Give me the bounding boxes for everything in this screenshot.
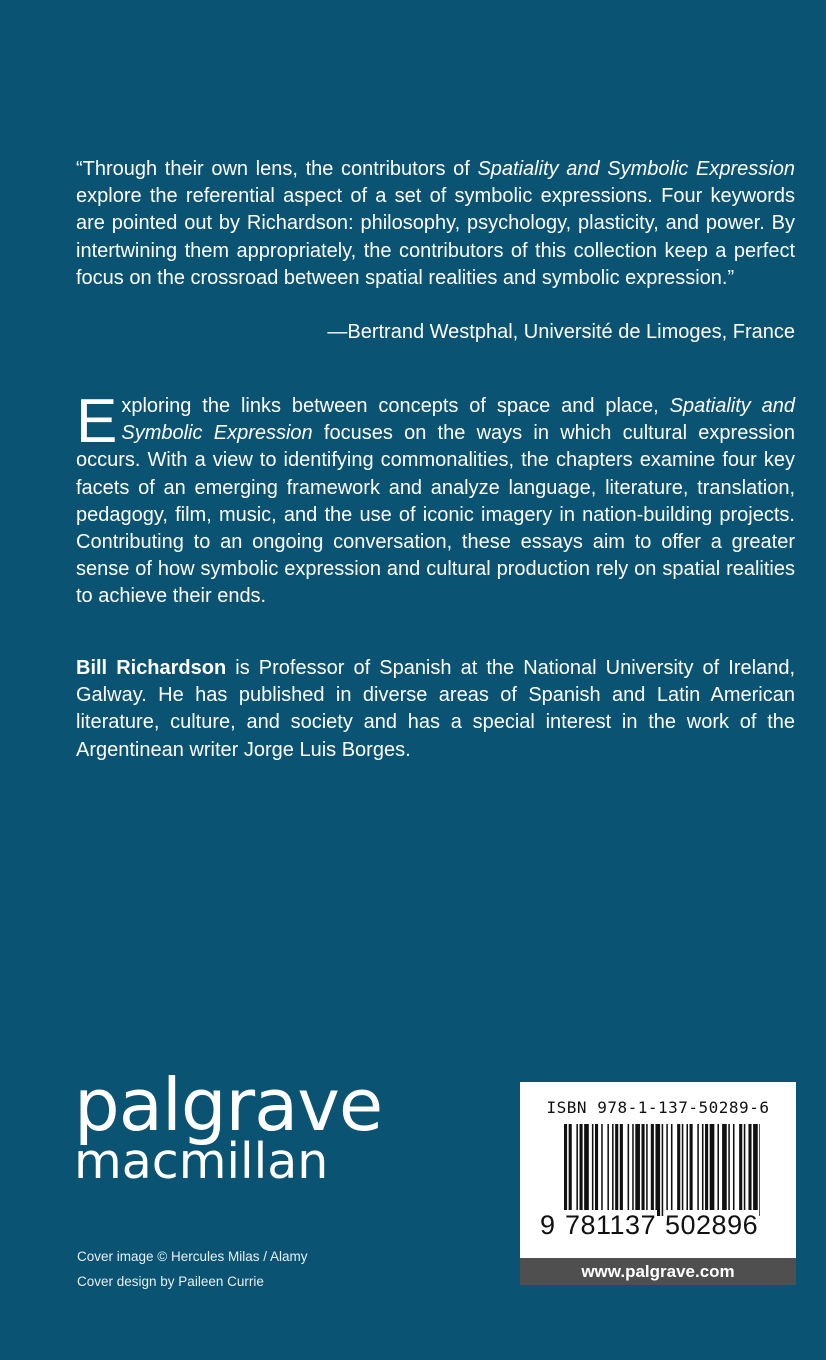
barcode-bar xyxy=(620,1124,623,1216)
barcode-bar xyxy=(580,1124,583,1216)
barcode-bar xyxy=(628,1124,630,1216)
barcode-bar xyxy=(733,1124,735,1216)
quote-book-title: Spatiality and Symbolic Expression xyxy=(477,158,795,180)
barcode-bar xyxy=(677,1124,680,1216)
drop-cap: E xyxy=(76,387,118,456)
barcode-bar xyxy=(607,1124,609,1216)
publisher-logo xyxy=(74,1063,383,1190)
barcode-bar xyxy=(592,1124,594,1216)
barcode-bar xyxy=(748,1124,751,1216)
barcode-bar xyxy=(686,1124,688,1216)
isbn-barcode-box xyxy=(520,1082,796,1258)
description-text-after: focuses on the ways in which cultural expression occurs. With a view to identifying commonalities, the chapters examine four key facets of an emerging framework and analyze language, literature, translation, pedagogy, film, music, and the use of iconic imagery in nation-building projects. Contributing to an ongoing conversation, these essays aim to offer a greater sense of how symbolic expression and cultural production rely on spatial realities to achieve their ends. xyxy=(76,422,796,608)
isbn-label: ISBN 978-1-137-50289-6 xyxy=(546,1098,770,1117)
barcode-bar xyxy=(615,1124,618,1216)
barcode-bar xyxy=(651,1124,654,1216)
barcode-bar xyxy=(682,1124,684,1216)
barcode-bar xyxy=(576,1124,578,1216)
barcode-bar xyxy=(612,1124,614,1216)
cover-design-credit: Cover design by Paileen Currie xyxy=(77,1274,264,1289)
barcode-bar xyxy=(690,1124,693,1216)
description-text-before: xploring the links between concepts of space and place, xyxy=(121,395,670,417)
cover-credits xyxy=(77,1244,377,1294)
publisher-logo-line1: palgrave xyxy=(74,1063,383,1147)
barcode-bar xyxy=(702,1124,704,1216)
quote-text-after: explore the referential aspect of a set of symbolic expressions. Four keywords are pointed out by Richardson: philosophy, psychology, plasticity, and power. By intertwining them appropriately, the contributors of this collection keep a perfect focus on the crossroad between spatial realities and symbolic expression.” xyxy=(76,185,795,289)
barcode-bar xyxy=(759,1124,760,1216)
barcode-bar xyxy=(655,1124,660,1216)
barcode-bar xyxy=(601,1124,603,1216)
barcode-lead-digit: 9 xyxy=(540,1210,556,1240)
cover-image-credit: Cover image © Hercules Milas / Alamy xyxy=(77,1249,308,1264)
quote-attribution: —Bertrand Westphal, Université de Limoges, France xyxy=(327,321,795,343)
barcode-bar xyxy=(584,1124,589,1216)
publisher-logo-line2: macmillan xyxy=(74,1133,329,1190)
barcode-bar xyxy=(739,1124,742,1216)
barcode-bar xyxy=(666,1124,668,1216)
endorsement-quote xyxy=(76,156,795,292)
barcode-digit-group-2: 502896 xyxy=(665,1210,759,1240)
publisher-website-link[interactable]: www.palgrave.com xyxy=(520,1258,796,1285)
barcode-bar xyxy=(662,1124,664,1216)
barcode-digit-group-1: 781137 xyxy=(565,1210,657,1240)
barcode-bar xyxy=(753,1124,758,1216)
author-bio-text: is Professor of Spanish at the National University of Ireland, Galway. He has published in diverse areas of Spanish and Latin American literature, culture, and society and has a special interest in the work of the Argentinean writer Jorge Luis Borges. xyxy=(76,657,795,761)
barcode-bar xyxy=(744,1124,746,1216)
barcode-bar xyxy=(722,1124,727,1216)
author-name: Bill Richardson xyxy=(76,657,227,679)
author-bio xyxy=(76,655,795,764)
barcode-bar xyxy=(728,1124,730,1216)
barcode-bar xyxy=(632,1124,634,1216)
quote-text-before: “Through their own lens, the contributors of xyxy=(76,158,478,180)
barcode-bar xyxy=(671,1124,673,1216)
barcode-bar xyxy=(697,1124,699,1216)
book-description xyxy=(76,387,796,611)
description-book-title: Spatiality and Symbolic Expression xyxy=(121,395,796,445)
barcode-bar xyxy=(646,1124,648,1216)
barcode-bar xyxy=(595,1124,598,1216)
